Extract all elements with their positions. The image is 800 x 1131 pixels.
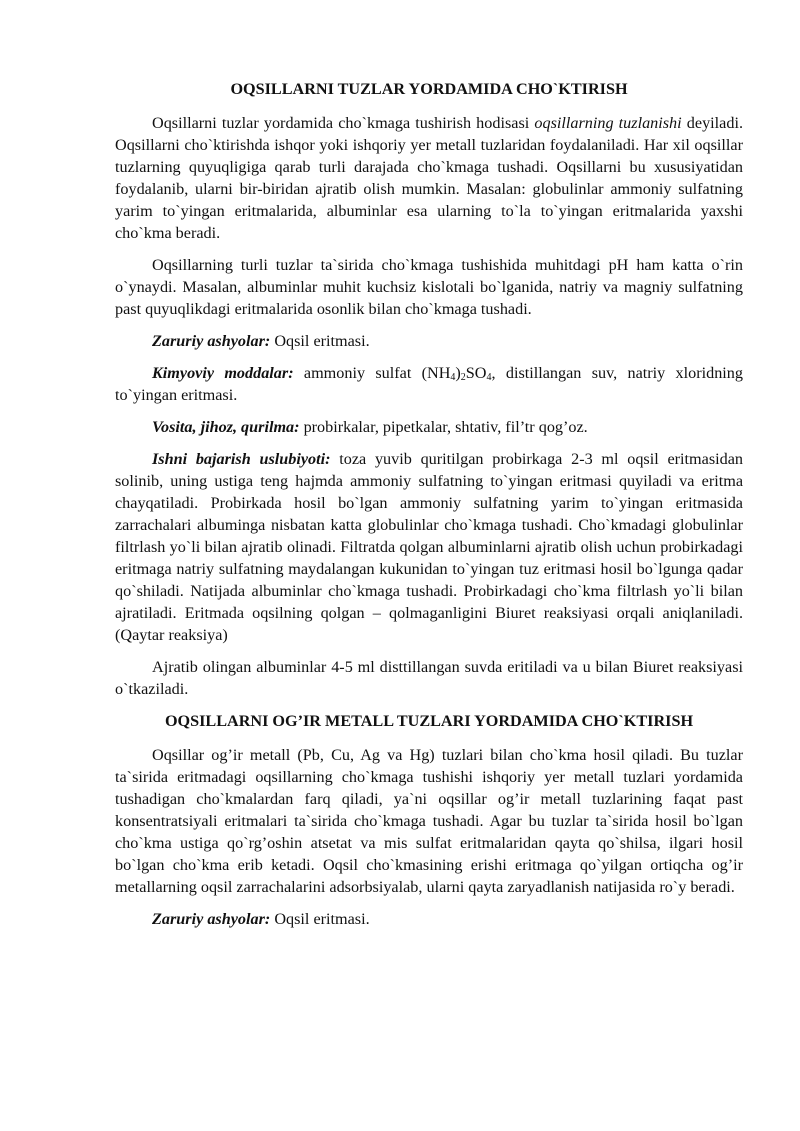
equipment-text: probirkalar, pipetkalar, shtativ, fil’tr qog’oz. xyxy=(299,418,588,436)
materials-text-2: Oqsil eritmasi. xyxy=(270,910,370,928)
equipment-label: Vosita, jihoz, qurilma: xyxy=(152,418,300,436)
paragraph-intro xyxy=(115,112,743,244)
document-page xyxy=(115,68,743,940)
paragraph-albumin-biuret: Ajratib olingan albuminlar 4-5 ml disttillangan suvda eritiladi va u bilan Biuret reaksiyasi o`tkaziladi. xyxy=(115,658,743,698)
chemicals-text-mid: ) xyxy=(455,364,461,382)
materials-line-2 xyxy=(115,908,743,930)
term-salting-out: oqsillarning tuzlanishi xyxy=(534,114,682,132)
chemicals-sub-2: 2 xyxy=(460,372,466,383)
chemicals-sub-3: 4 xyxy=(486,372,492,383)
chemicals-sub-1: 4 xyxy=(450,372,456,383)
paragraph-intro-text-b: deyiladi. Oqsillarni cho`ktirishda ishqor yoki ishqoriy yer metall tuzlaridan foydalaniladi. Har xil oqsillar tuzlarning quyuqligiga qarab turli darajada cho`kmaga tushadi. Oqsillarni bu xususiyatidan foydalanib, ularni bir-biridan ajratib olish mumkin. Masalan: globulinlar ammoniy sulfatning yarim to`yingan eritmalarida, albuminlar esa ularning to`la to`yingan eritmalarida yaxshi cho`kma beradi. xyxy=(115,114,743,242)
materials-text: Oqsil eritmasi. xyxy=(270,332,370,350)
chemicals-line xyxy=(115,362,743,406)
chemicals-text-pre: ammoniy sulfat (NH xyxy=(293,364,451,382)
materials-line xyxy=(115,330,743,352)
method-label: Ishni bajarish uslubiyoti: xyxy=(152,450,331,468)
method-paragraph xyxy=(115,448,743,646)
chemicals-text-post: , distillangan suv, natriy xloridning to`yingan eritmasi. xyxy=(115,364,743,404)
section-title-heavy-metal-precipitation: OQSILLARNI OG’IR METALL TUZLARI YORDAMIDA CHO`KTIRISH xyxy=(164,712,694,730)
section-title-salt-precipitation: OQSILLARNI TUZLAR YORDAMIDA CHO`KTIRISH xyxy=(230,80,628,98)
paragraph-ph: Oqsillarning turli tuzlar ta`sirida cho`kmaga tushishida muhitdagi pH ham katta o`rin o`ynaydi. Masalan, albuminlar muhit kuchsiz kislotali bo`lganida, natriy va magniy sulfatning past quyuqlikdagi eritmalarida osonlik bilan cho`kmaga tushadi. xyxy=(115,256,743,318)
chemicals-label: Kimyoviy moddalar: xyxy=(152,364,294,382)
method-text: toza yuvib quritilgan probirkaga 2-3 ml oqsil eritmasidan solinib, uning ustiga teng hajmda ammoniy sulfatning to`yingan eritmasi quyiladi va eritma chayqatiladi. Probirkada hosil bo`lgan ammoniy sulfatning yarim to`yingan eritmasida zarrachalari albuminga nisbatan katta globulinlar cho`kmaga tushadi. Cho`kmadagi globulinlar filtrlash yo`li bilan ajratib olinadi. Filtratda qolgan albuminlarni ajratib olish uchun probirkadagi eritmaga natriy sulfatning maydalangan kukunidan to`yingan tuz eritmasi hosil bo`lgunga qadar qo`shiladi. Natijada albuminlar cho`kmaga tushadi. Probirkadagi cho`kma filtrlash yo`li bilan ajratiladi. Eritmada oqsilning qolgan – qolmaganligini Biuret reaksiyasi orqali aniqlaniladi. (Qaytar reaksiya) xyxy=(115,450,743,644)
paragraph-heavy-metals: Oqsillar og’ir metall (Pb, Cu, Ag va Hg) tuzlari bilan cho`kma hosil qiladi. Bu tuzlar ta`sirida eritmadagi oqsillarning cho`kmaga tushishi ishqoriy yer metall tuzlari yordamida tushadigan cho`kmalardan farq qiladi, ya`ni oqsillar og’ir metall tuzlarining faqat past konsentratsiyali eritmalari ta`sirida cho`kmaga tushadi. Agar bu tuzlar ta`sirida hosil bo`lgan cho`kma ustiga qo`rg’oshin atsetat va mis sulfat eritmalaridan qayta qo`shilsa, ilgari hosil bo`lgan cho`kma erib ketadi. Oqsil cho`kmasining erishi eritmaga qo`yilgan ortiqcha og’ir metallarning oqsil zarrachalarini adsorbsiyalab, ularni qayta zaryadlanish natijasida ro`y beradi. xyxy=(115,746,743,896)
materials-label: Zaruriy ashyolar: xyxy=(152,332,271,350)
equipment-line xyxy=(115,416,743,438)
chemicals-text-so: SO xyxy=(465,364,487,382)
paragraph-intro-text-a: Oqsillarni tuzlar yordamida cho`kmaga tushirish hodisasi xyxy=(152,114,535,132)
materials-label-2: Zaruriy ashyolar: xyxy=(152,910,271,928)
